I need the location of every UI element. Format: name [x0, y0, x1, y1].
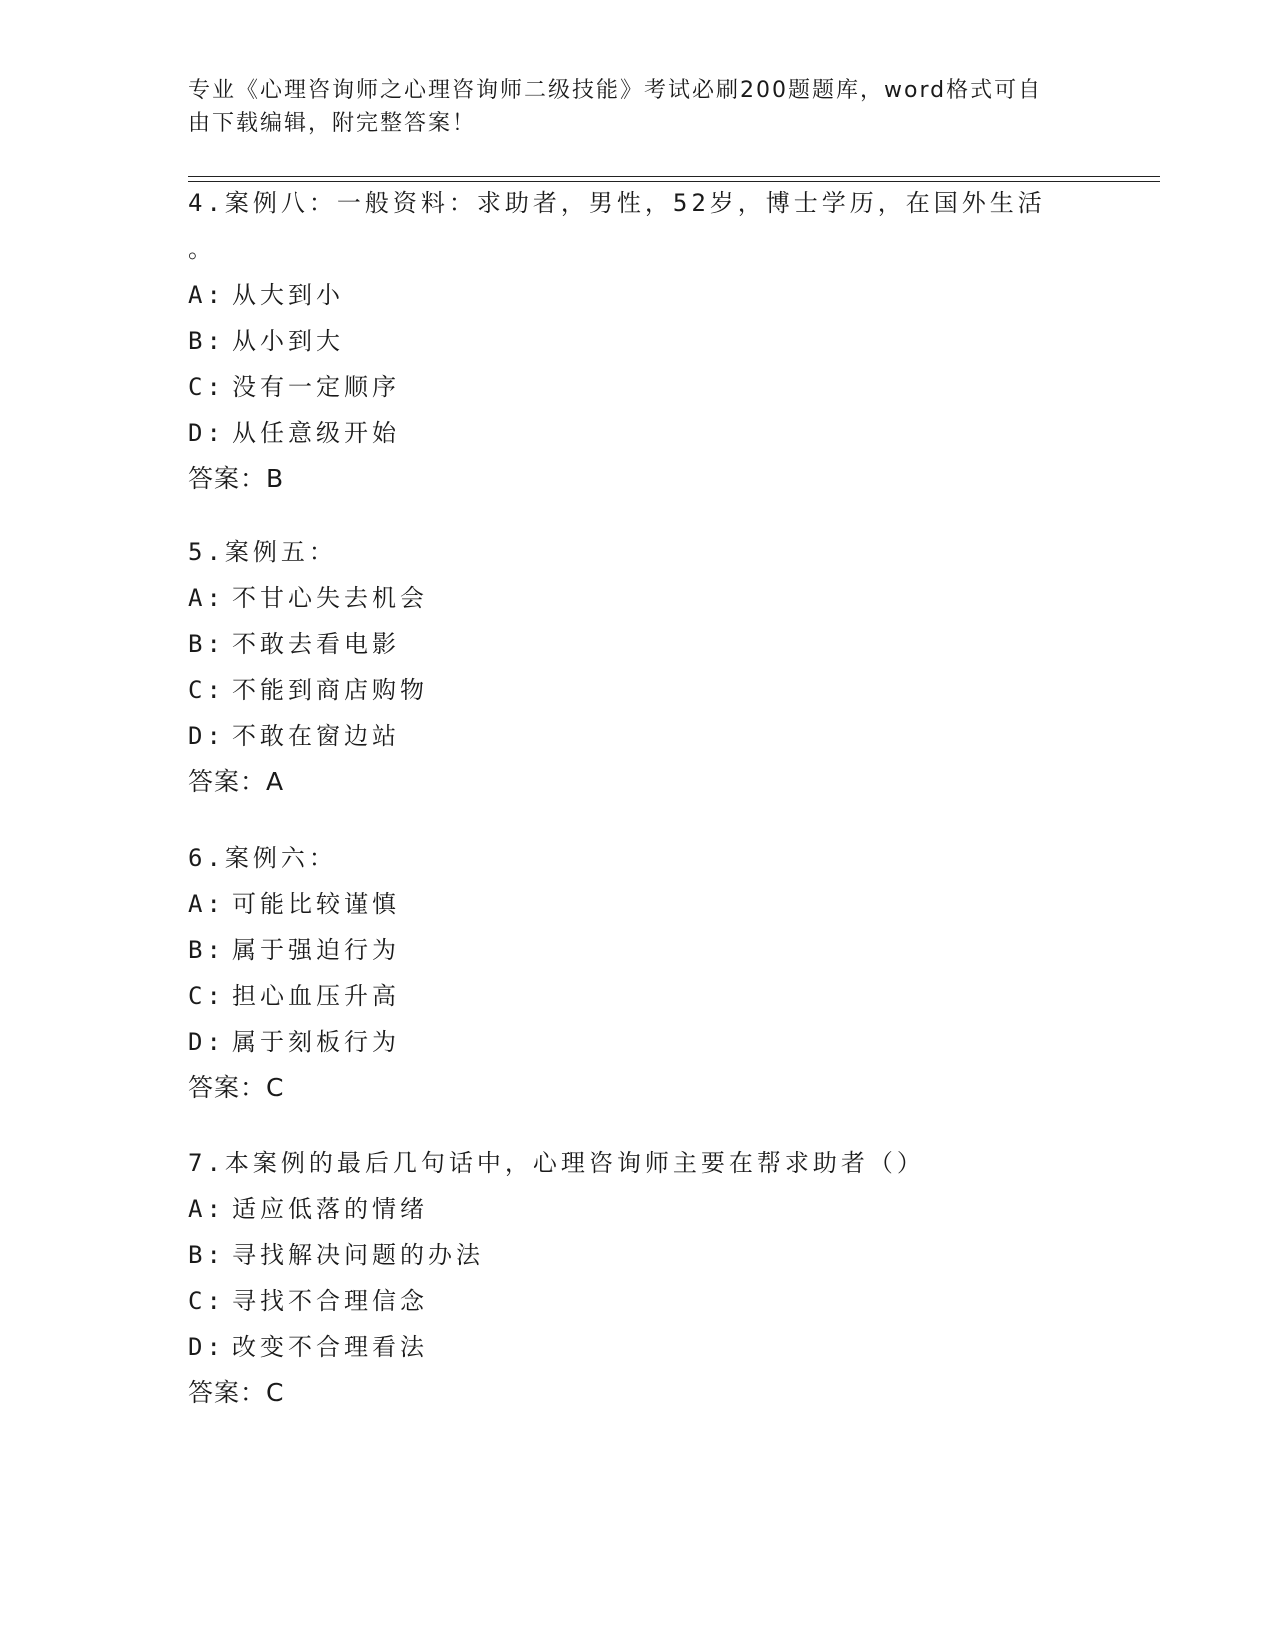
answer-line: 答案：B [188, 464, 285, 493]
option-a [188, 881, 1088, 927]
option-c [188, 1278, 1088, 1324]
header-divider-top [188, 176, 1160, 177]
option-letter: A: [188, 1195, 225, 1223]
option-b [188, 927, 1088, 973]
option-letter: A: [188, 584, 225, 612]
option-text: 改变不合理看法 [232, 1333, 428, 1361]
option-b [188, 318, 1088, 364]
option-b [188, 1232, 1088, 1278]
option-c [188, 667, 1088, 713]
header-line-2: 由下载编辑，附完整答案！ [188, 111, 477, 136]
option-letter: C: [188, 373, 225, 401]
option-c [188, 364, 1088, 410]
question-text-continuation: 。 [188, 235, 216, 263]
question-text: 4.案例八：一般资料：求助者，男性，52岁，博士学历，在国外生活 [188, 189, 1046, 217]
option-text: 从任意级开始 [232, 419, 400, 447]
question-6 [188, 835, 1088, 1111]
option-text: 没有一定顺序 [232, 373, 400, 401]
option-letter: C: [188, 676, 225, 704]
answer-line: 答案：A [188, 767, 285, 796]
option-letter: B: [188, 327, 225, 355]
question-7 [188, 1140, 1088, 1416]
option-text: 属于刻板行为 [232, 1028, 400, 1056]
option-a [188, 272, 1088, 318]
option-text: 寻找解决问题的办法 [232, 1241, 484, 1269]
option-text: 不敢在窗边站 [232, 722, 400, 750]
option-text: 不甘心失去机会 [232, 584, 428, 612]
option-d [188, 713, 1088, 759]
question-text: 7.本案例的最后几句话中，心理咨询师主要在帮求助者（） [188, 1149, 925, 1177]
option-letter: D: [188, 1333, 225, 1361]
option-letter: C: [188, 982, 225, 1010]
answer-line: 答案：C [188, 1378, 285, 1407]
option-a [188, 1186, 1088, 1232]
option-b [188, 621, 1088, 667]
option-letter: D: [188, 722, 225, 750]
option-text: 从大到小 [232, 281, 344, 309]
option-text: 适应低落的情绪 [232, 1195, 428, 1223]
question-4 [188, 180, 1088, 502]
header-line-1: 专业《心理咨询师之心理咨询师二级技能》考试必刷200题题库，word格式可自 [188, 78, 1043, 103]
option-d [188, 1019, 1088, 1065]
option-letter: B: [188, 936, 225, 964]
option-d [188, 1324, 1088, 1370]
question-text: 5.案例五： [188, 538, 337, 566]
option-text: 可能比较谨慎 [232, 890, 400, 918]
option-letter: D: [188, 419, 225, 447]
option-letter: D: [188, 1028, 225, 1056]
answer-line: 答案：C [188, 1073, 285, 1102]
option-letter: C: [188, 1287, 225, 1315]
option-text: 担心血压升高 [232, 982, 400, 1010]
option-letter: B: [188, 630, 225, 658]
option-letter: A: [188, 890, 225, 918]
option-c [188, 973, 1088, 1019]
document-header [188, 74, 1068, 140]
option-text: 属于强迫行为 [232, 936, 400, 964]
option-letter: B: [188, 1241, 225, 1269]
question-5 [188, 529, 1088, 805]
option-text: 寻找不合理信念 [232, 1287, 428, 1315]
option-text: 从小到大 [232, 327, 344, 355]
option-d [188, 410, 1088, 456]
option-letter: A: [188, 281, 225, 309]
question-text: 6.案例六： [188, 844, 337, 872]
option-text: 不敢去看电影 [232, 630, 400, 658]
option-a [188, 575, 1088, 621]
option-text: 不能到商店购物 [232, 676, 428, 704]
